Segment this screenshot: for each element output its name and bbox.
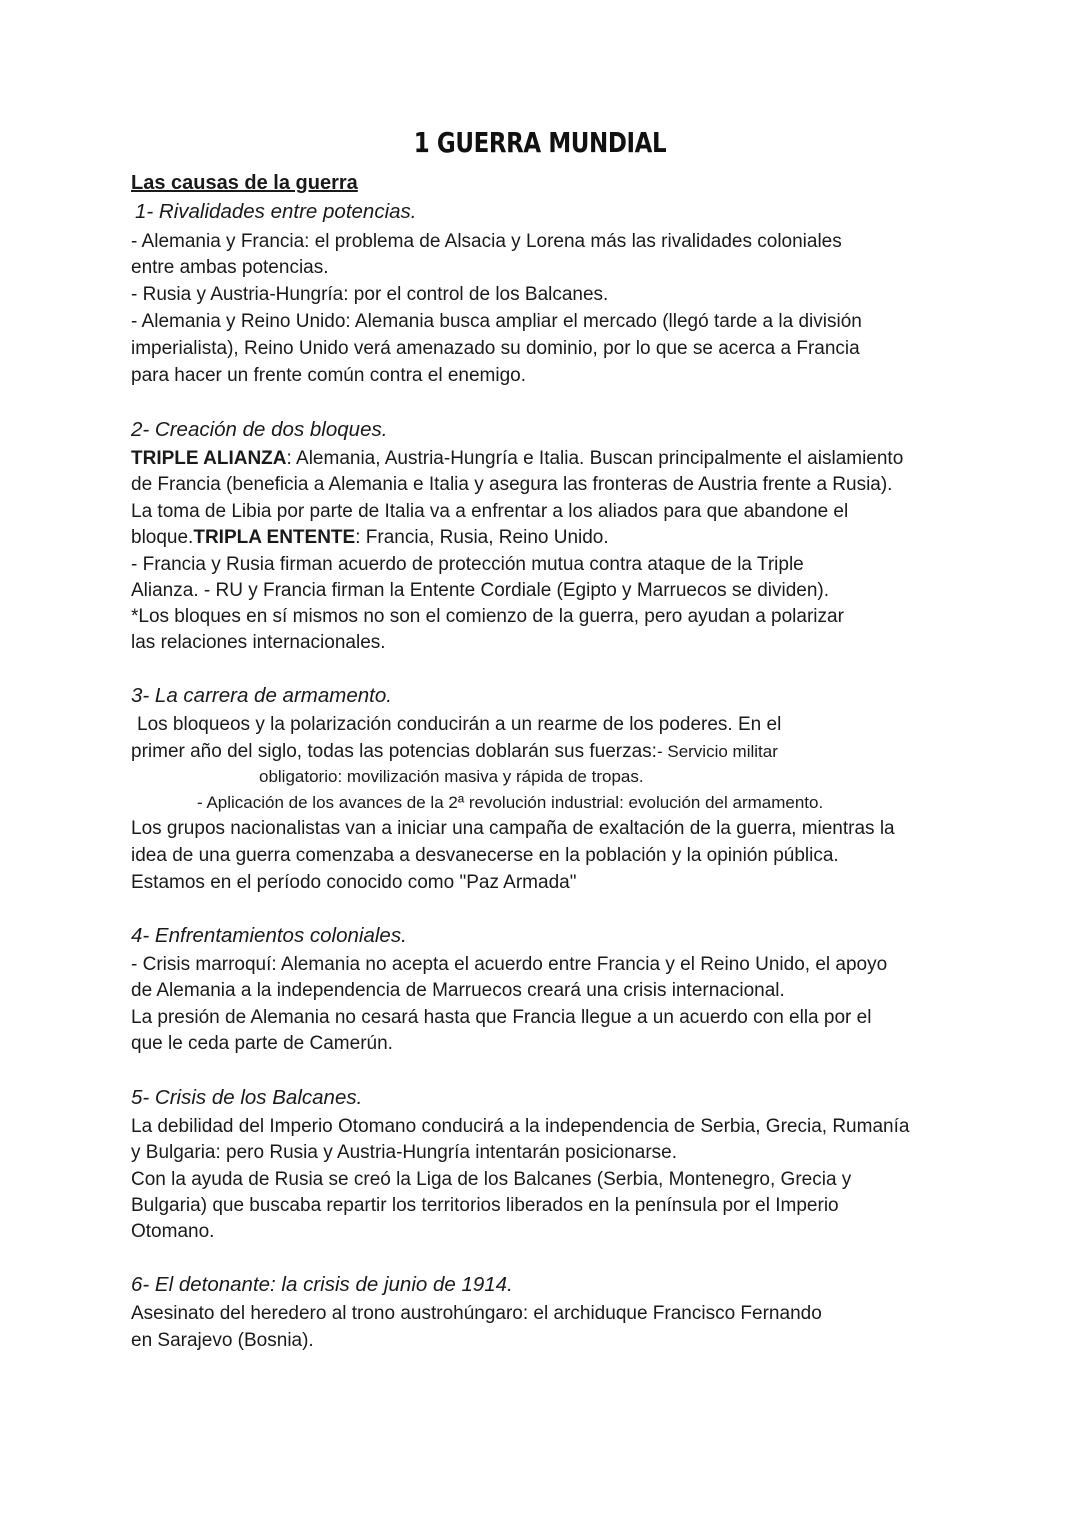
- section-1-line: - Alemania y Francia: el problema de Alsacia y Lorena más las rivalidades coloniales: [131, 231, 842, 252]
- section-3-line: obligatorio: movilización masiva y rápida de tropas.: [259, 767, 644, 786]
- section-3-line: Los bloqueos y la polarización conducirán a un rearme de los poderes. En el: [137, 714, 782, 735]
- page-title: 1 GUERRA MUNDIAL: [413, 126, 667, 159]
- section-3-line: Los grupos nacionalistas van a iniciar una campaña de exaltación de la guerra, mientras la: [131, 818, 895, 839]
- section-5-line: Otomano.: [131, 1221, 215, 1242]
- section-3-line: Estamos en el período conocido como "Paz Armada": [131, 872, 577, 893]
- section-1-line: - Alemania y Reino Unido: Alemania busca ampliar el mercado (llegó tarde a la división: [131, 311, 862, 332]
- section-6-line: en Sarajevo (Bosnia).: [131, 1330, 314, 1351]
- section-4-line: - Crisis marroquí: Alemania no acepta el acuerdo entre Francia y el Reino Unido, el apoyo: [131, 954, 888, 975]
- tripla-entente-label: TRIPLA ENTENTE: [193, 527, 356, 548]
- section-6-heading: 6- El detonante: la crisis de junio de 1914.: [131, 1273, 513, 1296]
- section-1-line: imperialista), Reino Unido verá amenazado su dominio, por lo que se acerca a Francia: [131, 338, 860, 359]
- section-2-line: - Francia y Rusia firman acuerdo de protección mutua contra ataque de la Triple: [131, 554, 804, 575]
- triple-alianza-label: TRIPLE ALIANZA: [131, 448, 287, 469]
- section-2-line: bloque.TRIPLA ENTENTE: Francia, Rusia, Reino Unido.: [131, 527, 609, 548]
- section-4-heading: 4- Enfrentamientos coloniales.: [131, 924, 407, 947]
- section-2-line: las relaciones internacionales.: [131, 632, 386, 653]
- section-3-line: primer año del siglo, todas las potencias doblarán sus fuerzas:- Servicio militar: [131, 741, 778, 762]
- causes-heading: Las causas de la guerra: [131, 172, 358, 194]
- section-2-line: de Francia (beneficia a Alemania e Italia y asegura las fronteras de Austria frente a Rusia).: [131, 474, 893, 495]
- section-1-line: entre ambas potencias.: [131, 257, 329, 278]
- section-6-line: Asesinato del heredero al trono austrohúngaro: el archiduque Francisco Fernando: [131, 1303, 822, 1324]
- section-5-heading: 5- Crisis de los Balcanes.: [131, 1086, 363, 1109]
- section-2-line: TRIPLE ALIANZA: Alemania, Austria-Hungría e Italia. Buscan principalmente el aislamiento: [131, 448, 904, 469]
- section-3-heading: 3- La carrera de armamento.: [131, 684, 392, 707]
- section-2-line: Alianza. - RU y Francia firman la Entente Cordiale (Egipto y Marruecos se dividen).: [131, 580, 830, 601]
- section-2-line: *Los bloques en sí mismos no son el comienzo de la guerra, pero ayudan a polarizar: [131, 606, 844, 627]
- section-5-line: La debilidad del Imperio Otomano conducirá a la independencia de Serbia, Grecia, Rumanía: [131, 1116, 910, 1137]
- section-5-line: y Bulgaria: pero Rusia y Austria-Hungría intentarán posicionarse.: [131, 1142, 678, 1163]
- section-4-line: La presión de Alemania no cesará hasta que Francia llegue a un acuerdo con ella por el: [131, 1007, 872, 1028]
- section-1-line: - Rusia y Austria-Hungría: por el control de los Balcanes.: [131, 284, 609, 305]
- section-4-line: que le ceda parte de Camerún.: [131, 1033, 393, 1054]
- section-1-heading: 1- Rivalidades entre potencias.: [135, 200, 417, 223]
- section-5-line: Bulgaria) que buscaba repartir los territorios liberados en la península por el Imperio: [131, 1195, 839, 1216]
- section-2-line: La toma de Libia por parte de Italia va a enfrentar a los aliados para que abandone el: [131, 501, 849, 522]
- section-4-line: de Alemania a la independencia de Marruecos creará una crisis internacional.: [131, 980, 785, 1001]
- section-2-heading: 2- Creación de dos bloques.: [131, 418, 388, 441]
- section-1-line: para hacer un frente común contra el enemigo.: [131, 365, 527, 386]
- section-3-line: - Aplicación de los avances de la 2ª revolución industrial: evolución del armamento.: [197, 793, 824, 812]
- section-5-line: Con la ayuda de Rusia se creó la Liga de los Balcanes (Serbia, Montenegro, Grecia y: [131, 1169, 852, 1190]
- section-3-line: idea de una guerra comenzaba a desvanecerse en la población y la opinión pública.: [131, 845, 839, 866]
